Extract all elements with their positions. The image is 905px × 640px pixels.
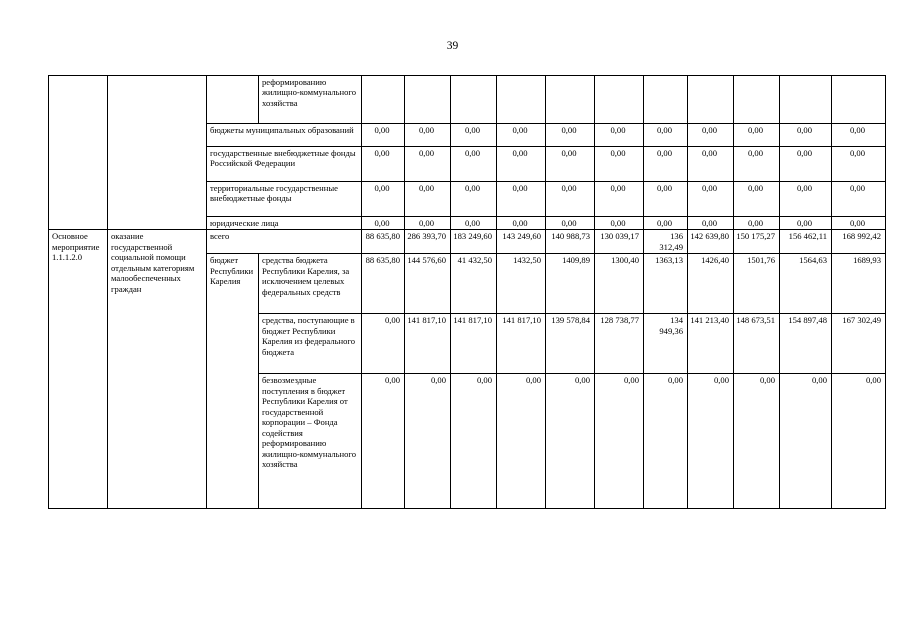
value-cell: 0,00 <box>734 124 780 147</box>
value-cell: 1564,63 <box>780 254 832 314</box>
value-cell <box>362 76 405 124</box>
value-cell <box>644 76 688 124</box>
value-cell <box>497 76 546 124</box>
value-cell: 0,00 <box>644 217 688 230</box>
source-label: территориальные государственные внебюджетные фонды <box>207 182 362 217</box>
value-cell: 0,00 <box>362 374 405 509</box>
value-cell <box>734 76 780 124</box>
value-cell: 0,00 <box>451 374 497 509</box>
table-row <box>49 76 886 124</box>
value-cell: 0,00 <box>497 374 546 509</box>
value-cell <box>688 76 734 124</box>
value-cell: 1432,50 <box>497 254 546 314</box>
source-label: средства, поступающие в бюджет Республики Карелия из федерального бюджета <box>259 314 362 374</box>
value-cell: 0,00 <box>734 147 780 182</box>
value-cell: 0,00 <box>780 147 832 182</box>
value-cell: 0,00 <box>362 182 405 217</box>
value-cell: 0,00 <box>734 217 780 230</box>
value-cell: 141 213,40 <box>688 314 734 374</box>
value-cell: 150 175,27 <box>734 230 780 254</box>
value-cell: 0,00 <box>832 124 886 147</box>
value-cell: 154 897,48 <box>780 314 832 374</box>
source-label: юридические лица <box>207 217 362 230</box>
value-cell: 0,00 <box>546 182 595 217</box>
value-cell: 0,00 <box>497 147 546 182</box>
budget-table <box>48 75 886 509</box>
value-cell: 143 249,60 <box>497 230 546 254</box>
value-cell: 0,00 <box>595 147 644 182</box>
value-cell <box>451 76 497 124</box>
value-cell: 1409,89 <box>546 254 595 314</box>
value-cell: 141 817,10 <box>451 314 497 374</box>
value-cell: 0,00 <box>497 182 546 217</box>
value-cell: 128 738,77 <box>595 314 644 374</box>
value-cell: 0,00 <box>451 217 497 230</box>
value-cell <box>595 76 644 124</box>
value-cell: 141 817,10 <box>405 314 451 374</box>
value-cell: 0,00 <box>780 182 832 217</box>
value-cell: 139 578,84 <box>546 314 595 374</box>
value-cell: 0,00 <box>405 217 451 230</box>
value-cell: 183 249,60 <box>451 230 497 254</box>
value-cell: 0,00 <box>546 147 595 182</box>
source-label: государственные внебюджетные фонды Российской Федерации <box>207 147 362 182</box>
value-cell: 0,00 <box>780 217 832 230</box>
value-cell: 0,00 <box>688 374 734 509</box>
value-cell: 0,00 <box>644 124 688 147</box>
value-cell: 1501,76 <box>734 254 780 314</box>
source-label: реформированию жилищно-коммунального хозяйства <box>259 76 362 124</box>
value-cell: 0,00 <box>405 374 451 509</box>
measure-name: оказание государственной социальной помощи отдельным категориям малообеспеченных граждан <box>108 230 207 509</box>
value-cell: 0,00 <box>734 182 780 217</box>
value-cell: 0,00 <box>405 147 451 182</box>
value-cell: 0,00 <box>780 374 832 509</box>
value-cell: 88 635,80 <box>362 254 405 314</box>
page-number: 39 <box>446 40 459 52</box>
value-cell: 0,00 <box>595 217 644 230</box>
value-cell: 0,00 <box>644 182 688 217</box>
value-cell: 0,00 <box>644 374 688 509</box>
value-cell: 0,00 <box>688 182 734 217</box>
source-label: безвозмездные поступления в бюджет Республики Карелия от государственной корпорации – Фонда содействия реформированию жилищно-коммунального хозяйства <box>259 374 362 509</box>
value-cell: 0,00 <box>832 374 886 509</box>
value-cell: 0,00 <box>362 147 405 182</box>
value-cell: 0,00 <box>405 124 451 147</box>
value-cell <box>546 76 595 124</box>
value-cell: 0,00 <box>734 374 780 509</box>
value-cell: 156 462,11 <box>780 230 832 254</box>
value-cell: 1363,13 <box>644 254 688 314</box>
value-cell <box>832 76 886 124</box>
value-cell: 0,00 <box>546 217 595 230</box>
value-cell: 0,00 <box>595 124 644 147</box>
value-cell: 41 432,50 <box>451 254 497 314</box>
value-cell: 1300,40 <box>595 254 644 314</box>
value-cell: 0,00 <box>362 217 405 230</box>
value-cell: 0,00 <box>832 182 886 217</box>
value-cell: 144 576,60 <box>405 254 451 314</box>
value-cell: 0,00 <box>451 147 497 182</box>
table-body <box>49 76 886 509</box>
value-cell: 0,00 <box>688 124 734 147</box>
value-cell: 0,00 <box>644 147 688 182</box>
total-label: всего <box>207 230 362 254</box>
value-cell: 141 817,10 <box>497 314 546 374</box>
value-cell: 0,00 <box>497 124 546 147</box>
value-cell: 0,00 <box>362 124 405 147</box>
value-cell: 0,00 <box>595 182 644 217</box>
value-cell: 142 639,80 <box>688 230 734 254</box>
value-cell: 0,00 <box>546 374 595 509</box>
value-cell: 0,00 <box>451 182 497 217</box>
value-cell: 0,00 <box>451 124 497 147</box>
value-cell: 168 992,42 <box>832 230 886 254</box>
value-cell <box>780 76 832 124</box>
budget-label: бюджет Республики Карелия <box>207 254 259 509</box>
value-cell: 148 673,51 <box>734 314 780 374</box>
value-cell: 0,00 <box>832 217 886 230</box>
table-row <box>49 230 886 254</box>
prev-budget-cell <box>207 76 259 124</box>
prev-type-cell <box>49 76 108 230</box>
value-cell: 0,00 <box>497 217 546 230</box>
value-cell: 0,00 <box>546 124 595 147</box>
value-cell: 0,00 <box>688 147 734 182</box>
value-cell: 0,00 <box>688 217 734 230</box>
value-cell: 140 988,73 <box>546 230 595 254</box>
source-label: бюджеты муниципальных образований <box>207 124 362 147</box>
value-cell: 0,00 <box>405 182 451 217</box>
measure-type: Основное мероприятие 1.1.1.2.0 <box>49 230 108 509</box>
value-cell: 1426,40 <box>688 254 734 314</box>
value-cell: 134 949,36 <box>644 314 688 374</box>
value-cell: 1689,93 <box>832 254 886 314</box>
source-label: средства бюджета Республики Карелия, за исключением целевых федеральных средств <box>259 254 362 314</box>
value-cell: 0,00 <box>362 314 405 374</box>
value-cell: 88 635,80 <box>362 230 405 254</box>
value-cell: 136 312,49 <box>644 230 688 254</box>
value-cell: 0,00 <box>832 147 886 182</box>
value-cell: 286 393,70 <box>405 230 451 254</box>
value-cell: 130 039,17 <box>595 230 644 254</box>
value-cell <box>405 76 451 124</box>
prev-name-cell <box>108 76 207 230</box>
value-cell: 0,00 <box>595 374 644 509</box>
value-cell: 167 302,49 <box>832 314 886 374</box>
value-cell: 0,00 <box>780 124 832 147</box>
